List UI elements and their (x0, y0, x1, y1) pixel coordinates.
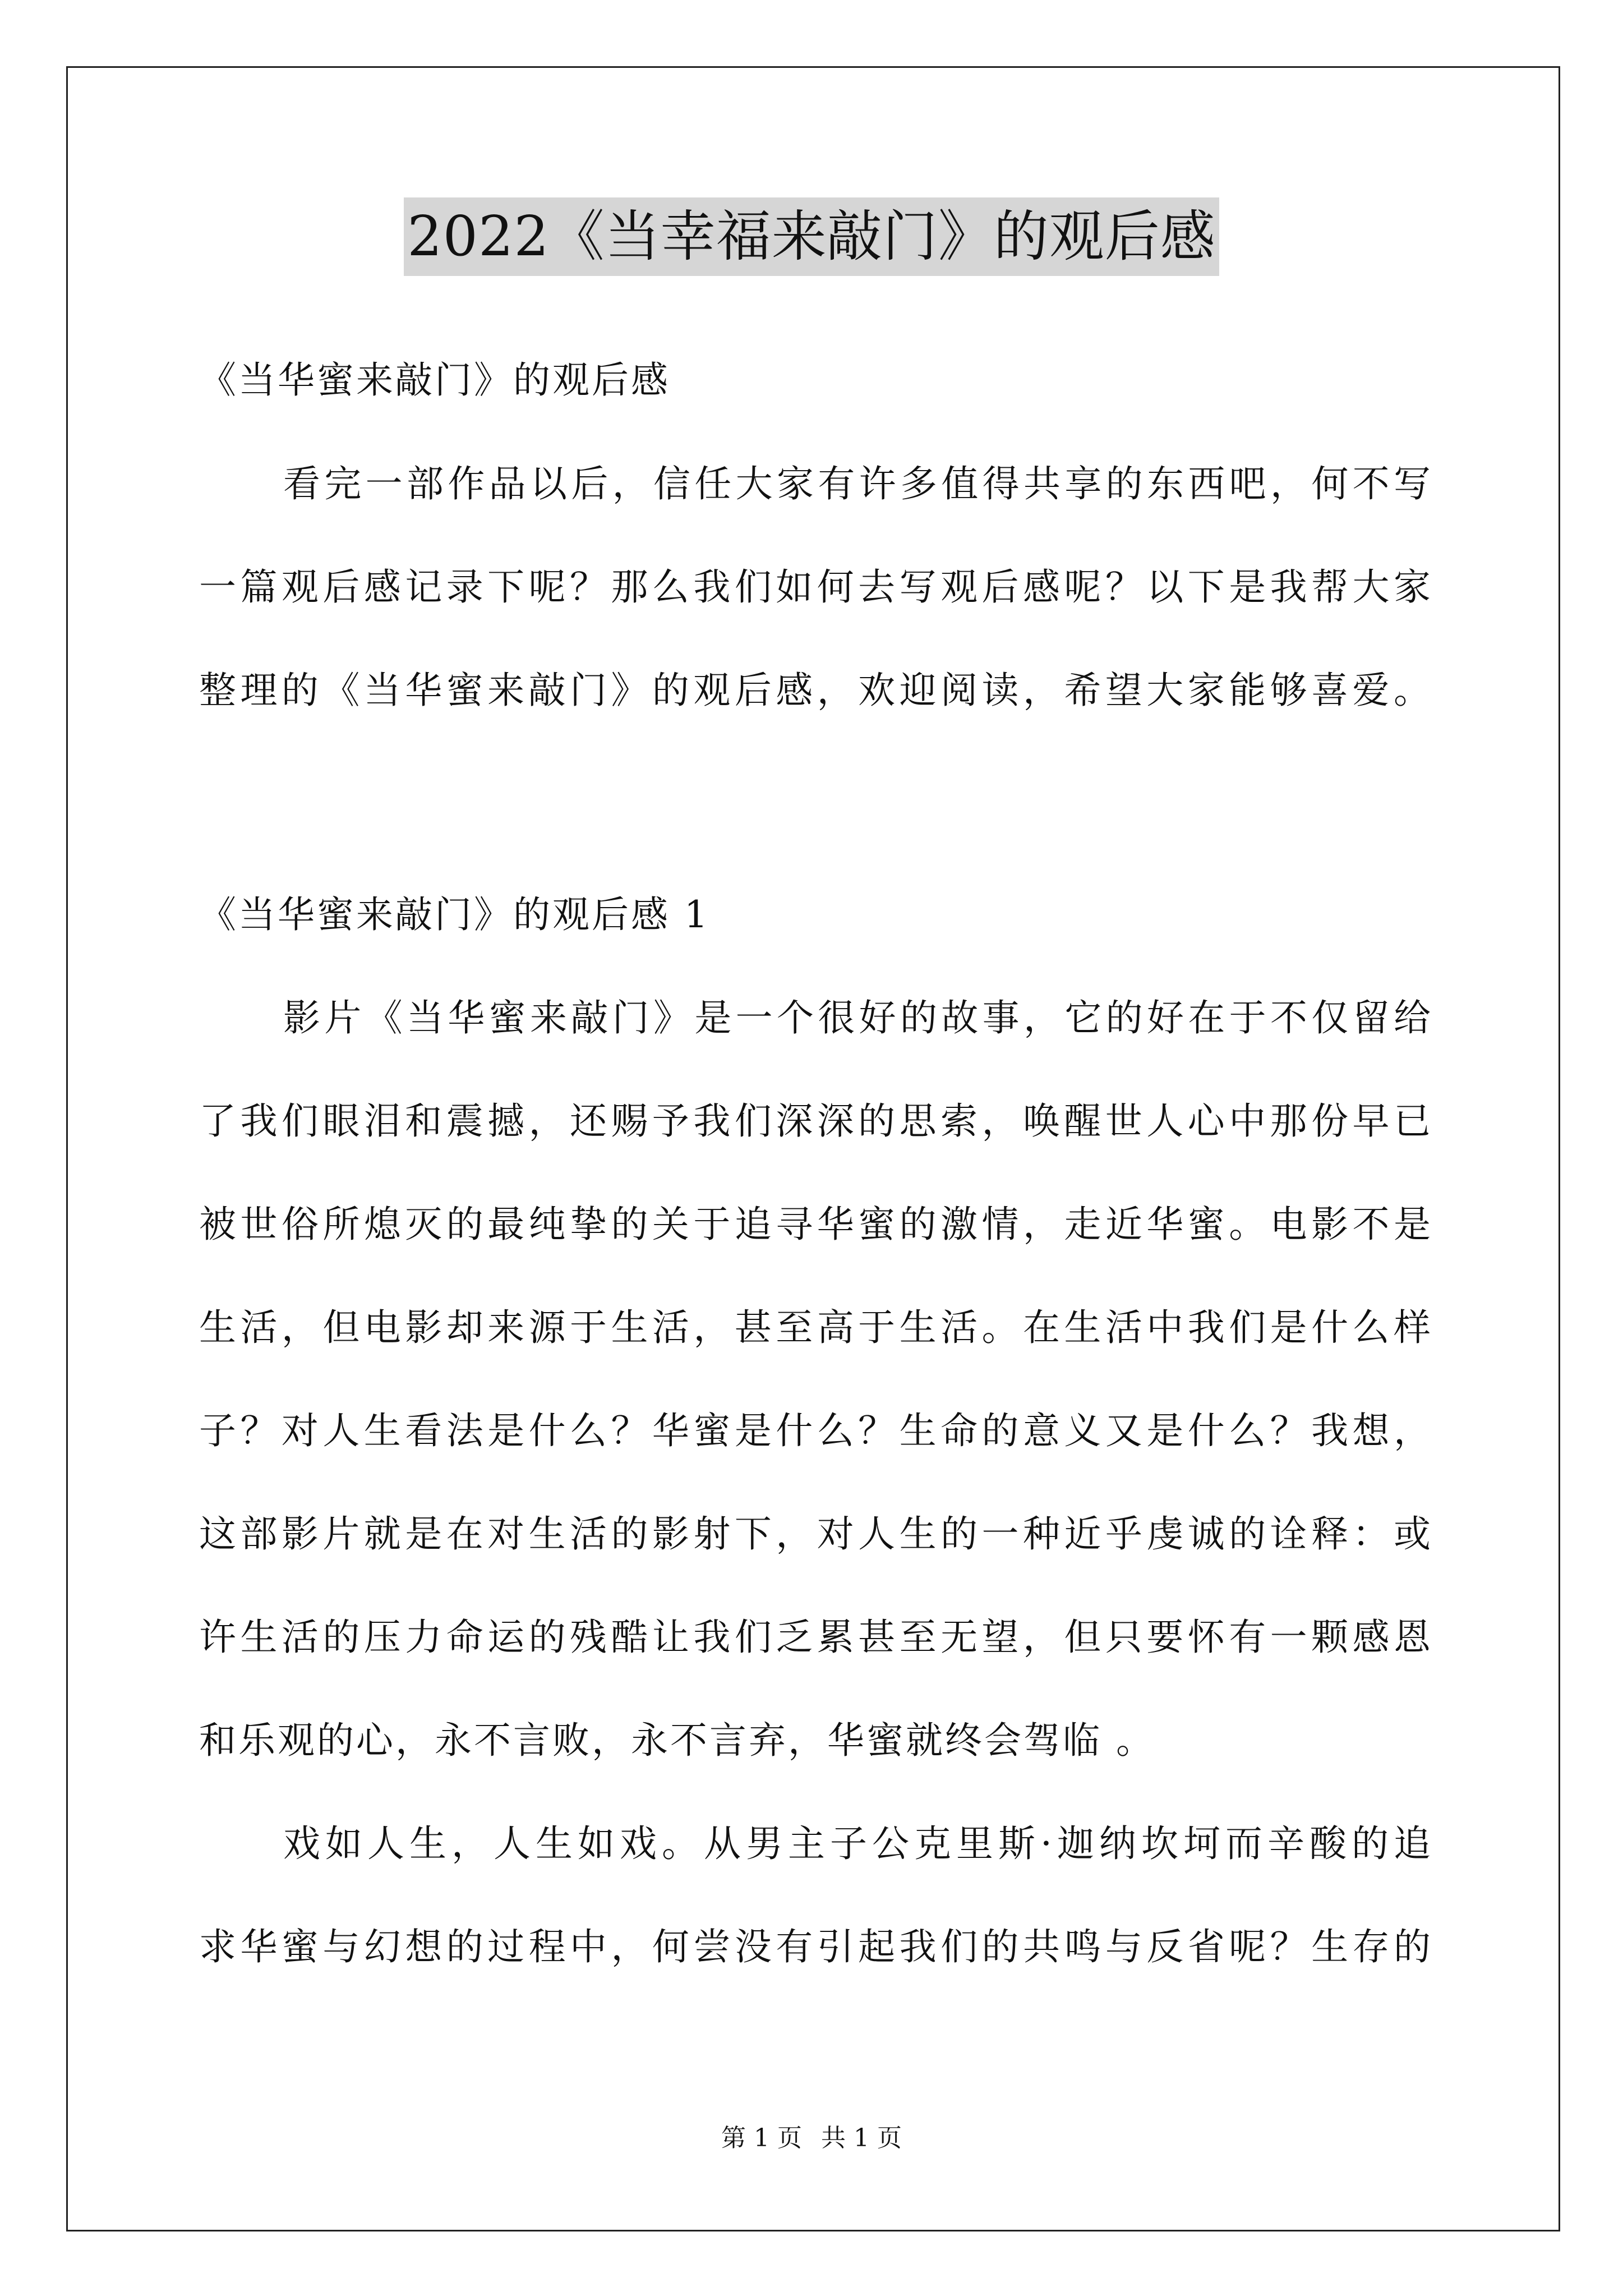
document-subtitle: 《当华蜜来敲门》的观后感 (199, 358, 670, 402)
paragraph-line: 求华蜜与幻想的过程中，何尝没有引起我们的共鸣与反省呢？生存的 (199, 1925, 1433, 1968)
paragraph-line: 这部影片就是在对生活的影射下，对人生的一种近乎虔诚的诠释：或 (199, 1512, 1433, 1556)
paragraph-line: 了我们眼泪和震撼，还赐予我们深深的思索，唤醒世人心中那份早已 (199, 1099, 1433, 1143)
paragraph-line: 和乐观的心，永不言败，永不言弃，华蜜就终会驾临 。 (199, 1719, 1155, 1762)
intro-line: 一篇观后感记录下呢？那么我们如何去写观后感呢？以下是我帮大家 (199, 565, 1433, 609)
intro-line: 整理的《当华蜜来敲门》的观后感，欢迎阅读，希望大家能够喜爱。 (199, 669, 1433, 712)
paragraph-line: 子？对人生看法是什么？华蜜是什么？生命的意义又是什么？我想， (199, 1409, 1433, 1452)
paragraph-line: 生活，但电影却来源于生活，甚至高于生活。在生活中我们是什么样 (199, 1306, 1433, 1349)
paragraph-line: 影片《当华蜜来敲门》是一个很好的故事，它的好在于不仅留给 (283, 996, 1433, 1039)
section-heading: 《当华蜜来敲门》的观后感 1 (199, 893, 710, 936)
paragraph-line: 许生活的压力命运的残酷让我们乏累甚至无望，但只要怀有一颗感恩 (199, 1616, 1433, 1659)
intro-line: 看完一部作品以后，信任大家有许多值得共享的东西吧，何不写 (283, 462, 1433, 505)
title-block (0, 197, 1623, 276)
page-footer (0, 2122, 1623, 2155)
page-number: 第 1 页 (721, 2124, 802, 2152)
paragraph-line: 戏如人生，人生如戏。从男主子公克里斯·迦纳坎坷而辛酸的追 (283, 1822, 1433, 1865)
document-title: 2022《当幸福来敲门》的观后感 (404, 197, 1219, 276)
page-total: 共 1 页 (821, 2124, 902, 2152)
paragraph-line: 被世俗所熄灭的最纯挚的关于追寻华蜜的激情，走近华蜜。电影不是 (199, 1203, 1433, 1246)
